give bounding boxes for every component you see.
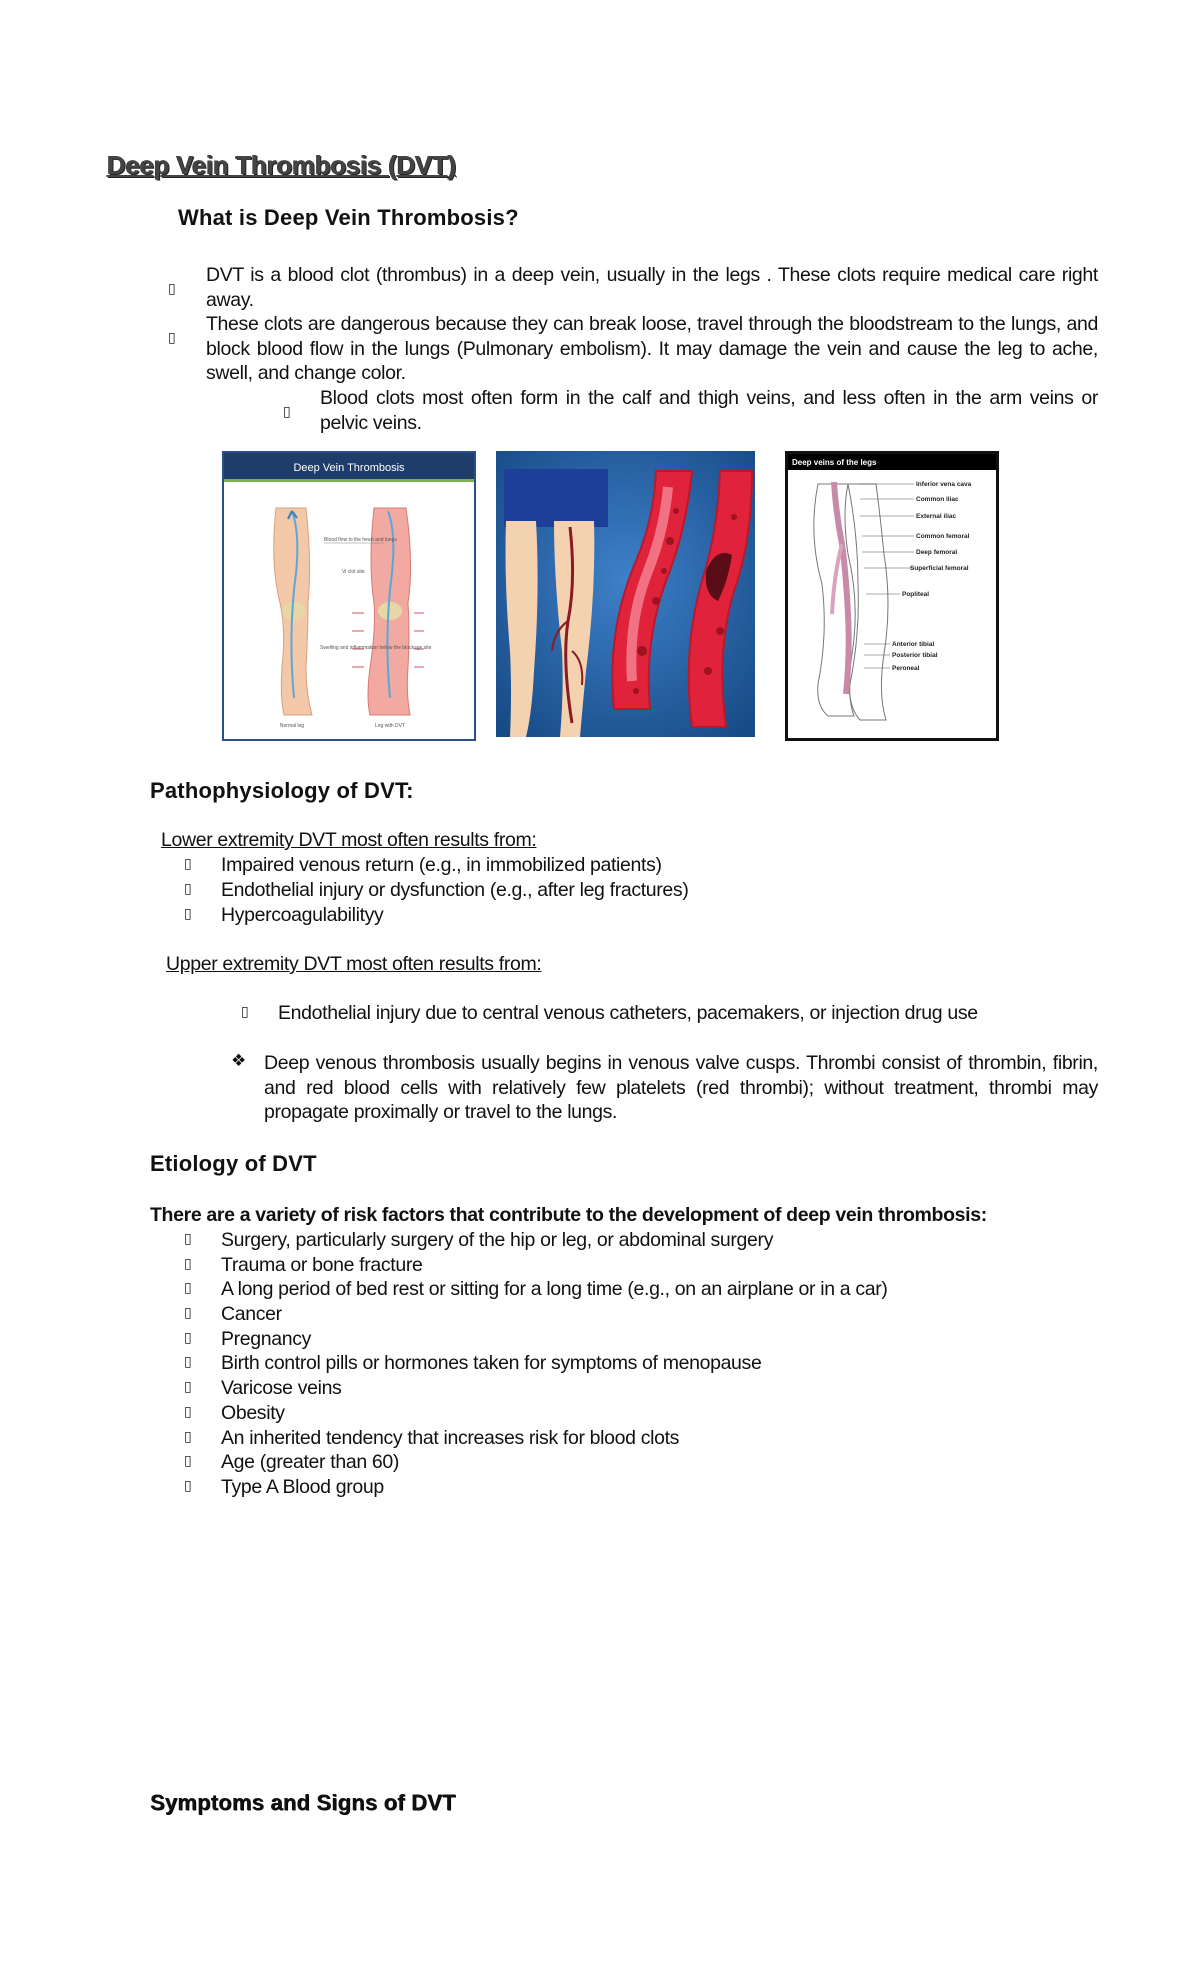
upper-item-1: Endothelial injury due to central venous catheters, pacemakers, or injection drug use xyxy=(278,1002,978,1024)
lower-extremity-label: Lower extremity DVT most often results from: xyxy=(161,829,537,851)
fig3-label-4: Common femoral xyxy=(916,533,970,540)
what-is-bullet-1: DVT is a blood clot (thrombus) in a deep vein, usually in the legs . These clots require medical care right away. xyxy=(206,264,1098,311)
pathophysiology-heading: Pathophysiology of DVT: xyxy=(150,778,414,803)
fig3-label-5: Deep femoral xyxy=(916,549,958,556)
bullet-icon: ▯ xyxy=(184,1231,192,1247)
diamond-bullet-icon: ❖ xyxy=(231,1051,247,1071)
fig1-label-1: Blood flow to the heart and lungs xyxy=(324,537,397,543)
bullet-icon: ▯ xyxy=(184,1329,192,1346)
etiology-item: A long period of bed rest or sitting for a long time (e.g., on an airplane or in a car) xyxy=(221,1278,888,1301)
bullet-icon: ▯ xyxy=(184,1428,192,1445)
etiology-heading: Etiology of DVT xyxy=(150,1151,317,1176)
bullet-icon: ▯ xyxy=(184,1477,192,1494)
etiology-item: Birth control pills or hormones taken for symptoms of menopause xyxy=(221,1352,762,1375)
fig3-label-1: Inferior vena cava xyxy=(916,481,972,488)
symptoms-heading: Symptoms and Signs of DVT xyxy=(150,1790,456,1815)
fig3-label-7: Popliteal xyxy=(902,591,930,598)
etiology-item: Pregnancy xyxy=(221,1327,312,1350)
fig1-caption-2: Leg with DVT xyxy=(374,723,406,729)
fig3-label-6: Superficial femoral xyxy=(910,565,969,572)
deep-veins-figure xyxy=(785,451,999,741)
fig3-label-8: Anterior tibial xyxy=(892,641,935,648)
bullet-icon: ▯ xyxy=(184,1305,192,1322)
dvt-illustration-figure xyxy=(222,451,476,741)
bullet-icon: ▯ xyxy=(283,404,291,420)
etiology-item: An inherited tendency that increases risk for blood clots xyxy=(221,1426,680,1449)
fig1-caption-1: Normal leg xyxy=(279,723,305,729)
bullet-icon: ▯ xyxy=(184,906,192,922)
bullet-icon: ▯ xyxy=(168,330,176,346)
what-is-bullet-2: These clots are dangerous because they can break loose, travel through the bloodstream to the lungs, and block blood flow in the lungs (Pulmonary embolism). It may damage the vein and cause the leg to ache, swell, and change color. xyxy=(206,313,1098,384)
bullet-icon: ▯ xyxy=(184,856,192,872)
lower-item-1: Impaired venous return (e.g., in immobilized patients) xyxy=(221,854,662,876)
etiology-intro: There are a variety of risk factors that contribute to the development of deep vein thrombosis: xyxy=(150,1204,987,1226)
fig3-label-3: External iliac xyxy=(916,513,957,520)
bullet-icon: ▯ xyxy=(168,281,176,297)
document-title: Deep Vein Thrombosis (DVT) xyxy=(107,150,457,180)
etiology-item: Type A Blood group xyxy=(221,1475,384,1498)
etiology-item: Varicose veins xyxy=(221,1377,342,1400)
upper-extremity-label: Upper extremity DVT most often results from: xyxy=(166,953,542,975)
lower-item-3: Hypercoagulabilityy xyxy=(221,904,384,926)
bullet-icon: ▯ xyxy=(184,1403,192,1420)
fig1-banner: Deep Vein Thrombosis xyxy=(293,462,405,474)
lower-item-2: Endothelial injury or dysfunction (e.g., after leg fractures) xyxy=(221,879,689,901)
bullet-icon: ▯ xyxy=(184,1255,192,1272)
etiology-item: Cancer xyxy=(221,1303,282,1326)
what-is-heading: What is Deep Vein Thrombosis? xyxy=(178,205,519,230)
fig3-label-9: Posterior tibial xyxy=(892,652,938,659)
what-is-sub-bullet: Blood clots most often form in the calf and thigh veins, and less often in the arm veins or pelvic veins. xyxy=(320,387,1098,434)
bullet-icon: ▯ xyxy=(184,1379,192,1396)
etiology-item: Age (greater than 60) xyxy=(221,1451,400,1474)
bullet-icon: ▯ xyxy=(184,1354,192,1371)
thrombi-paragraph: Deep venous thrombosis usually begins in venous valve cusps. Thrombi consist of thrombin, fibrin, and red blood cells with relatively few platelets (red thrombi); without treatment, thrombi may propagate proximally or travel to the lungs. xyxy=(264,1052,1098,1123)
bullet-icon: ▯ xyxy=(241,1004,249,1020)
blood-vessel-figure xyxy=(496,451,755,737)
fig3-label-10: Peroneal xyxy=(892,665,920,672)
bullet-icon: ▯ xyxy=(184,1453,192,1470)
fig3-label-2: Common iliac xyxy=(916,496,959,503)
fig3-header: Deep veins of the legs xyxy=(792,458,877,467)
etiology-item: Obesity xyxy=(221,1401,285,1424)
etiology-item: Trauma or bone fracture xyxy=(221,1253,423,1276)
bullet-icon: ▯ xyxy=(184,1280,192,1297)
bullet-icon: ▯ xyxy=(184,881,192,897)
fig1-label-3: Swelling and inflammation below the blockage site xyxy=(320,645,432,651)
fig1-label-2: Vi clot site xyxy=(342,569,365,575)
etiology-item: Surgery, particularly surgery of the hip or leg, or abdominal surgery xyxy=(221,1229,774,1251)
